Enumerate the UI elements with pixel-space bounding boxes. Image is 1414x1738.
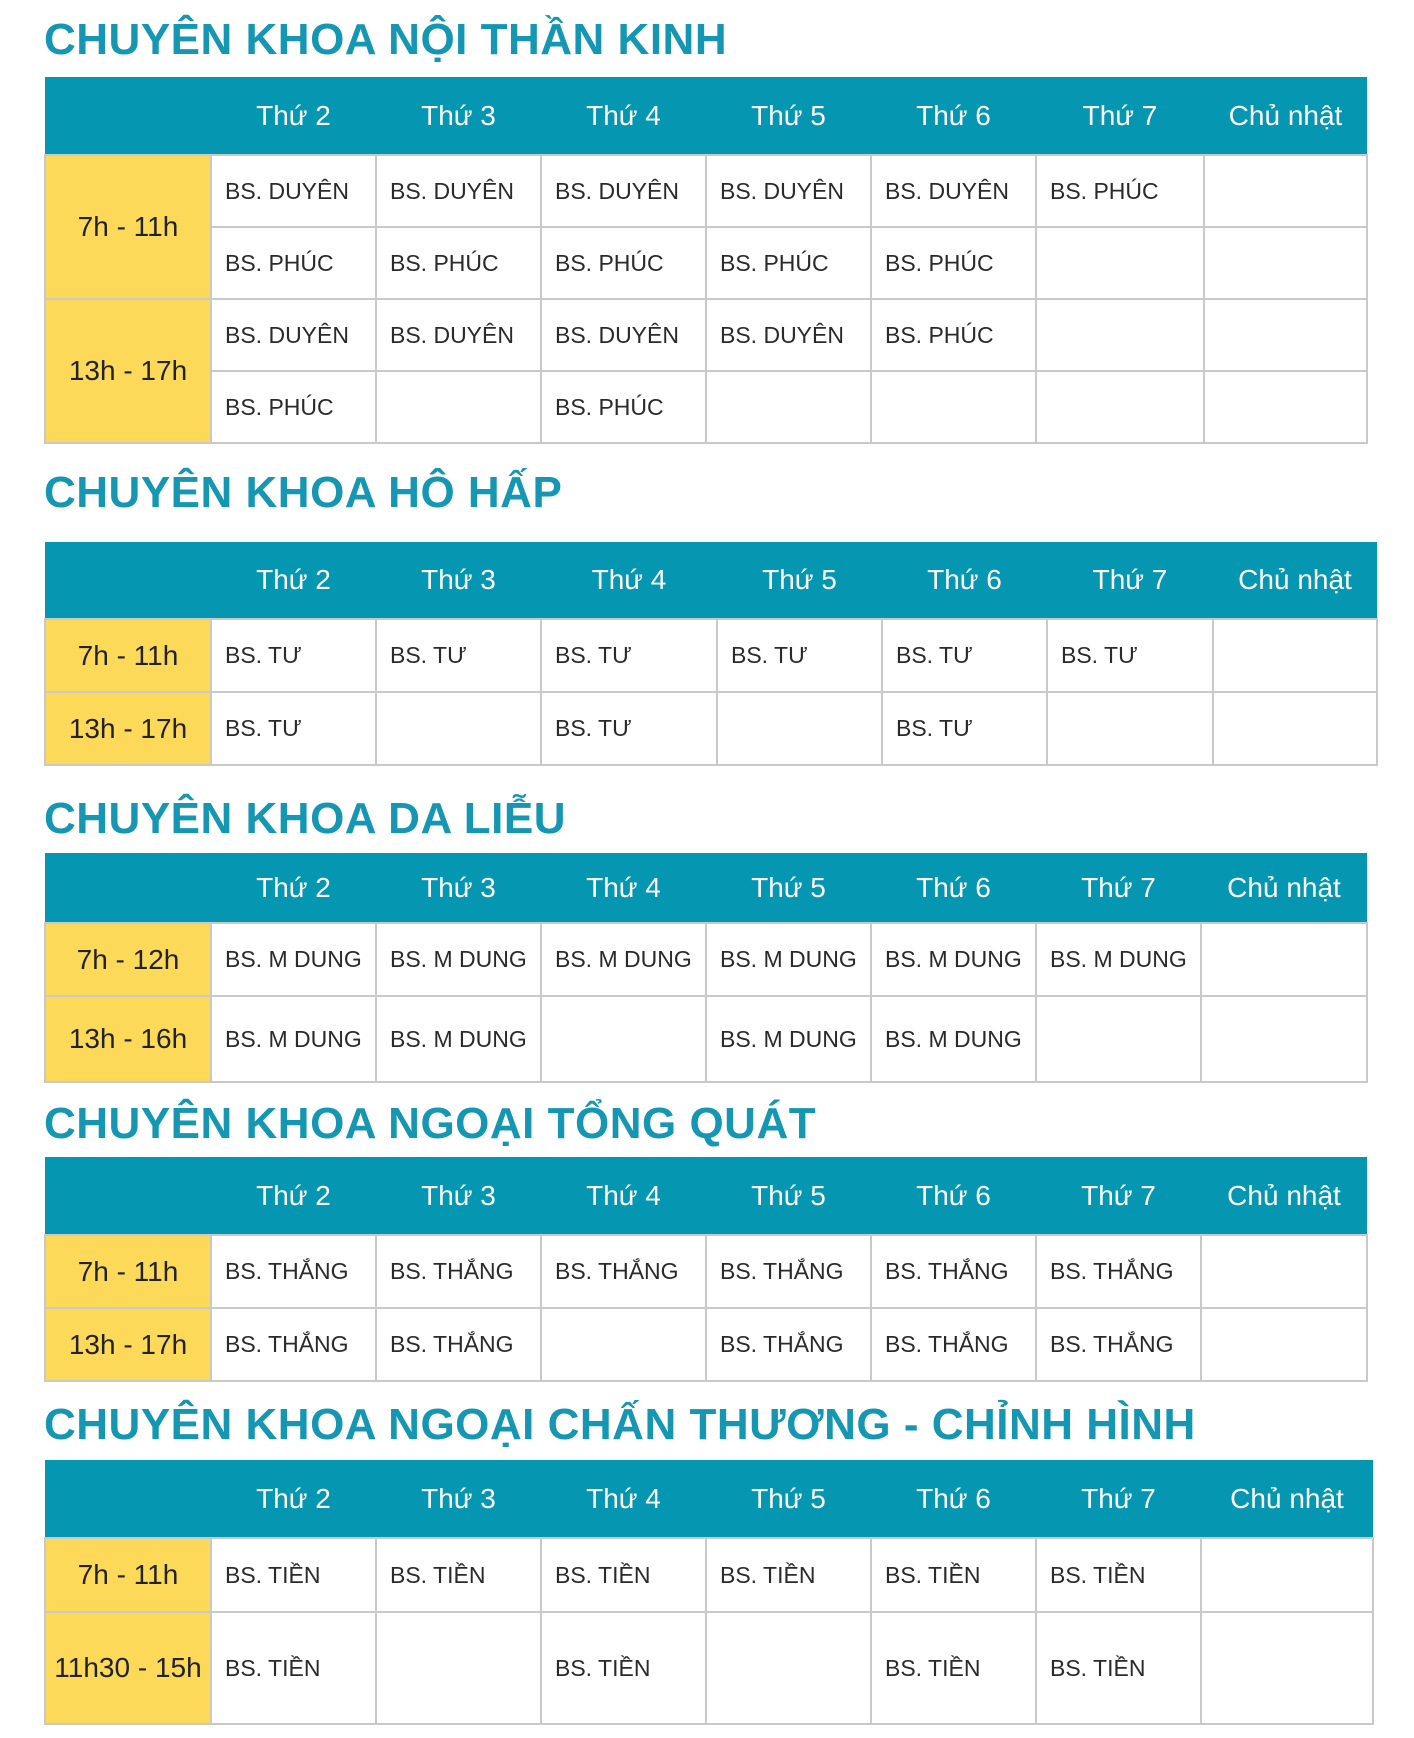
- doctor-cell: BS. THẮNG: [871, 1308, 1036, 1381]
- doctor-cell: BS. M DUNG: [376, 996, 541, 1082]
- doctor-cell: [1201, 1235, 1367, 1308]
- doctor-cell: BS. PHÚC: [541, 371, 706, 443]
- header-row: [45, 77, 1367, 155]
- doctor-cell: BS. THẮNG: [1036, 1235, 1201, 1308]
- doctor-cell: BS. DUYÊN: [376, 299, 541, 371]
- doctor-cell: BS. PHÚC: [376, 227, 541, 299]
- day-header: Thứ 7: [1036, 1460, 1201, 1538]
- header-corner: [45, 1157, 211, 1235]
- schedule-table-chuyen-khoa-ngoai-tong-quat: [44, 1157, 1368, 1382]
- doctor-cell: [1201, 1308, 1367, 1381]
- table-row: [45, 1538, 1373, 1612]
- doctor-cell: BS. TƯ: [717, 619, 882, 692]
- doctor-cell: BS. PHÚC: [541, 227, 706, 299]
- doctor-cell: BS. THẮNG: [1036, 1308, 1201, 1381]
- doctor-cell: BS. DUYÊN: [541, 299, 706, 371]
- doctor-cell: BS. DUYÊN: [376, 155, 541, 227]
- table-row: [45, 299, 1367, 371]
- day-header: Thứ 5: [706, 1460, 871, 1538]
- day-header: Thứ 2: [211, 1460, 376, 1538]
- day-header: Thứ 5: [717, 542, 882, 619]
- schedule-table-chuyen-khoa-da-lieu: [44, 853, 1368, 1083]
- doctor-cell: BS. PHÚC: [706, 227, 871, 299]
- doctor-cell: BS. M DUNG: [1036, 923, 1201, 996]
- day-header: Thứ 4: [541, 77, 706, 155]
- day-header: Chủ nhật: [1201, 1460, 1373, 1538]
- table-row: [45, 619, 1377, 692]
- doctor-cell: [1036, 371, 1204, 443]
- doctor-cell: BS. M DUNG: [211, 923, 376, 996]
- day-header: Thứ 6: [871, 853, 1036, 923]
- doctor-cell: BS. TƯ: [211, 692, 376, 765]
- doctor-cell: BS. M DUNG: [706, 996, 871, 1082]
- table-row: [45, 1235, 1367, 1308]
- doctor-cell: [1213, 692, 1377, 765]
- section-title: CHUYÊN KHOA DA LIỄU: [44, 794, 567, 843]
- doctor-cell: BS. DUYÊN: [706, 299, 871, 371]
- doctor-cell: BS. PHÚC: [211, 227, 376, 299]
- section-title: CHUYÊN KHOA NGOẠI CHẤN THƯƠNG - CHỈNH HÌNH: [44, 1400, 1196, 1449]
- day-header: Thứ 6: [871, 77, 1036, 155]
- day-header: Thứ 5: [706, 77, 871, 155]
- doctor-cell: BS. M DUNG: [871, 996, 1036, 1082]
- doctor-cell: BS. TIỀN: [541, 1612, 706, 1724]
- doctor-cell: BS. TIỀN: [1036, 1538, 1201, 1612]
- doctor-cell: [1204, 299, 1367, 371]
- doctor-cell: BS. TƯ: [882, 692, 1047, 765]
- doctor-cell: [1036, 227, 1204, 299]
- table-row: [45, 996, 1367, 1082]
- table-row: [45, 692, 1377, 765]
- day-header: Thứ 4: [541, 542, 717, 619]
- doctor-cell: BS. DUYÊN: [706, 155, 871, 227]
- doctor-cell: BS. PHÚC: [871, 299, 1036, 371]
- doctor-cell: BS. PHÚC: [1036, 155, 1204, 227]
- time-slot-label: 7h - 11h: [45, 1235, 211, 1308]
- doctor-cell: [706, 1612, 871, 1724]
- doctor-cell: BS. TIỀN: [541, 1538, 706, 1612]
- table-row: [45, 1308, 1367, 1381]
- time-slot-label: 13h - 17h: [45, 299, 211, 443]
- doctor-cell: BS. TIỀN: [211, 1538, 376, 1612]
- day-header: Thứ 7: [1036, 77, 1204, 155]
- table-row: [45, 227, 1367, 299]
- doctor-cell: BS. TIỀN: [871, 1612, 1036, 1724]
- doctor-cell: BS. DUYÊN: [211, 155, 376, 227]
- section-title: CHUYÊN KHOA NGOẠI TỔNG QUÁT: [44, 1099, 817, 1148]
- time-slot-label: 7h - 12h: [45, 923, 211, 996]
- day-header: Thứ 3: [376, 77, 541, 155]
- doctor-cell: [1036, 996, 1201, 1082]
- doctor-cell: [1201, 1612, 1373, 1724]
- time-slot-label: 13h - 17h: [45, 692, 211, 765]
- day-header: Thứ 7: [1036, 1157, 1201, 1235]
- doctor-cell: [1036, 299, 1204, 371]
- doctor-cell: BS. DUYÊN: [541, 155, 706, 227]
- doctor-cell: [376, 692, 541, 765]
- doctor-cell: [1047, 692, 1213, 765]
- doctor-cell: BS. TƯ: [541, 692, 717, 765]
- time-slot-label: 7h - 11h: [45, 155, 211, 299]
- day-header: Thứ 7: [1036, 853, 1201, 923]
- doctor-cell: BS. TIỀN: [376, 1538, 541, 1612]
- doctor-cell: [706, 371, 871, 443]
- doctor-cell: BS. TƯ: [541, 619, 717, 692]
- day-header: Thứ 2: [211, 542, 376, 619]
- day-header: Thứ 4: [541, 853, 706, 923]
- header-row: [45, 1157, 1367, 1235]
- doctor-cell: [541, 1308, 706, 1381]
- day-header: Thứ 5: [706, 1157, 871, 1235]
- table-row: [45, 1612, 1373, 1724]
- day-header: Thứ 4: [541, 1460, 706, 1538]
- header-corner: [45, 853, 211, 923]
- day-header: Chủ nhật: [1213, 542, 1377, 619]
- doctor-cell: BS. PHÚC: [871, 227, 1036, 299]
- day-header: Thứ 7: [1047, 542, 1213, 619]
- header-corner: [45, 1460, 211, 1538]
- doctor-cell: [1201, 996, 1367, 1082]
- doctor-cell: [1213, 619, 1377, 692]
- doctor-cell: [376, 371, 541, 443]
- doctor-cell: BS. DUYÊN: [871, 155, 1036, 227]
- section-title: CHUYÊN KHOA HÔ HẤP: [44, 468, 563, 517]
- schedule-table-chuyen-khoa-ho-hap: [44, 542, 1378, 766]
- doctor-cell: BS. THẮNG: [376, 1308, 541, 1381]
- doctor-cell: BS. THẮNG: [706, 1235, 871, 1308]
- doctor-cell: [1204, 227, 1367, 299]
- header-corner: [45, 542, 211, 619]
- doctor-cell: [1204, 371, 1367, 443]
- doctor-cell: BS. TƯ: [376, 619, 541, 692]
- doctor-cell: BS. THẮNG: [211, 1308, 376, 1381]
- doctor-cell: [1204, 155, 1367, 227]
- doctor-cell: BS. M DUNG: [871, 923, 1036, 996]
- schedule-table-chuyen-khoa-noi-than-kinh: [44, 77, 1368, 444]
- table-row: [45, 923, 1367, 996]
- time-slot-label: 7h - 11h: [45, 619, 211, 692]
- day-header: Chủ nhật: [1201, 853, 1367, 923]
- header-row: [45, 1460, 1373, 1538]
- doctor-cell: BS. THẮNG: [706, 1308, 871, 1381]
- header-corner: [45, 77, 211, 155]
- doctor-cell: BS. M DUNG: [541, 923, 706, 996]
- doctor-cell: BS. THẮNG: [871, 1235, 1036, 1308]
- doctor-cell: BS. TƯ: [211, 619, 376, 692]
- day-header: Chủ nhật: [1204, 77, 1367, 155]
- doctor-cell: [1201, 1538, 1373, 1612]
- day-header: Thứ 3: [376, 853, 541, 923]
- doctor-cell: BS. THẮNG: [376, 1235, 541, 1308]
- time-slot-label: 7h - 11h: [45, 1538, 211, 1612]
- doctor-cell: [376, 1612, 541, 1724]
- header-row: [45, 853, 1367, 923]
- doctor-cell: BS. DUYÊN: [211, 299, 376, 371]
- doctor-cell: BS. M DUNG: [376, 923, 541, 996]
- table-row: [45, 155, 1367, 227]
- doctor-cell: BS. THẮNG: [211, 1235, 376, 1308]
- doctor-cell: BS. TƯ: [1047, 619, 1213, 692]
- table-row: [45, 371, 1367, 443]
- doctor-cell: [541, 996, 706, 1082]
- time-slot-label: 13h - 17h: [45, 1308, 211, 1381]
- section-title: CHUYÊN KHOA NỘI THẦN KINH: [44, 15, 728, 64]
- day-header: Thứ 2: [211, 77, 376, 155]
- doctor-cell: BS. TIỀN: [211, 1612, 376, 1724]
- header-row: [45, 542, 1377, 619]
- doctor-cell: BS. TIỀN: [871, 1538, 1036, 1612]
- doctor-cell: [717, 692, 882, 765]
- doctor-cell: [1201, 923, 1367, 996]
- doctor-cell: BS. M DUNG: [211, 996, 376, 1082]
- day-header: Thứ 6: [871, 1460, 1036, 1538]
- time-slot-label: 11h30 - 15h: [45, 1612, 211, 1724]
- doctor-cell: [871, 371, 1036, 443]
- day-header: Thứ 3: [376, 1157, 541, 1235]
- doctor-cell: BS. THẮNG: [541, 1235, 706, 1308]
- day-header: Thứ 6: [882, 542, 1047, 619]
- day-header: Thứ 2: [211, 853, 376, 923]
- day-header: Thứ 4: [541, 1157, 706, 1235]
- day-header: Thứ 3: [376, 1460, 541, 1538]
- schedule-table-chuyen-khoa-ngoai-chan-thuong-chinh-hinh: [44, 1460, 1374, 1725]
- doctor-cell: BS. TƯ: [882, 619, 1047, 692]
- day-header: Thứ 5: [706, 853, 871, 923]
- day-header: Thứ 3: [376, 542, 541, 619]
- doctor-cell: BS. M DUNG: [706, 923, 871, 996]
- day-header: Chủ nhật: [1201, 1157, 1367, 1235]
- day-header: Thứ 6: [871, 1157, 1036, 1235]
- doctor-cell: BS. TIỀN: [1036, 1612, 1201, 1724]
- time-slot-label: 13h - 16h: [45, 996, 211, 1082]
- doctor-cell: BS. PHÚC: [211, 371, 376, 443]
- doctor-cell: BS. TIỀN: [706, 1538, 871, 1612]
- day-header: Thứ 2: [211, 1157, 376, 1235]
